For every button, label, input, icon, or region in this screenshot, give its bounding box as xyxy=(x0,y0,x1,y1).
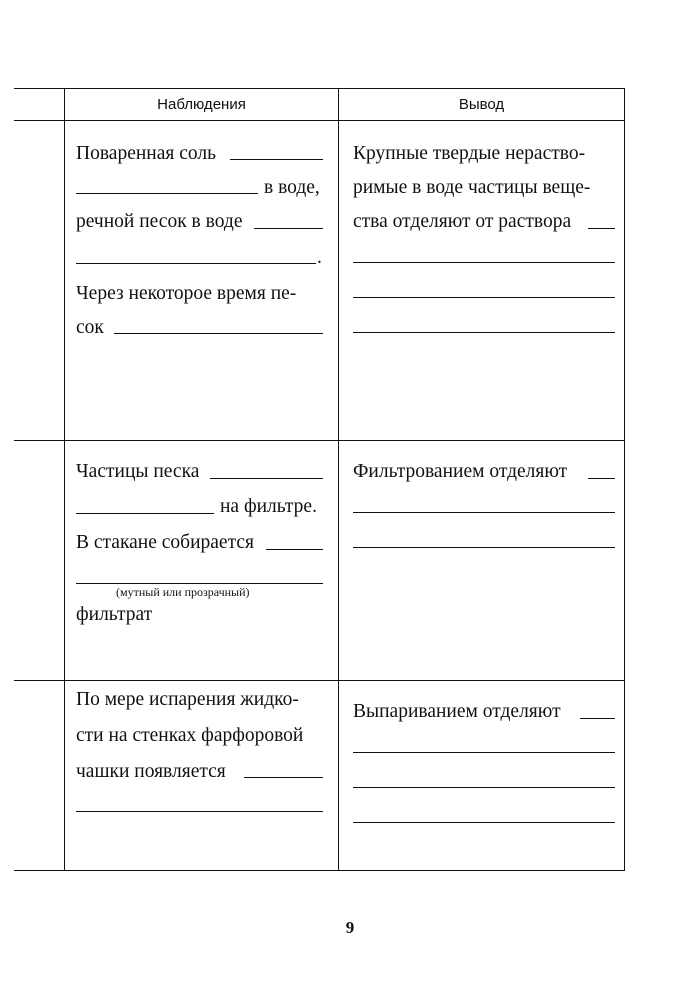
table-bottom-border xyxy=(14,870,625,871)
row1-concl-line2: римые в воде частицы веще- xyxy=(353,177,591,198)
header-conclusion: Вывод xyxy=(458,96,505,113)
row2-concl-blank3 xyxy=(353,547,615,548)
row1-obs-line2: в воде, xyxy=(264,177,320,198)
row1-concl-blank3 xyxy=(353,297,615,298)
row2-concl-blank1 xyxy=(588,478,615,479)
row2-obs-blank1 xyxy=(210,478,323,479)
column-divider-middle xyxy=(338,88,339,871)
header-bottom-border xyxy=(14,120,625,121)
row3-concl-blank1 xyxy=(580,718,615,719)
row2-concl-blank2 xyxy=(353,512,615,513)
row1-concl-blank1 xyxy=(588,228,615,229)
row3-concl-line1: Выпариванием отделяют xyxy=(353,701,561,722)
row3-obs-blank1 xyxy=(244,777,323,778)
row1-obs-line1: Поваренная соль xyxy=(76,143,216,164)
row2-obs-line2: на фильтре. xyxy=(220,496,317,517)
page-number: 9 xyxy=(345,918,355,937)
row3-concl-blank2 xyxy=(353,752,615,753)
table-top-border xyxy=(14,88,625,89)
row1-obs-blank4 xyxy=(76,263,316,264)
header-observations: Наблюдения xyxy=(157,96,246,113)
row2-obs-hint: (мутный или прозрачный) xyxy=(116,585,250,599)
row1-obs-blank2 xyxy=(76,193,258,194)
row1-obs-line4: . xyxy=(317,247,322,268)
row1-concl-line3: ства отделяют от раствора xyxy=(353,211,572,232)
column-divider-left xyxy=(64,88,65,871)
row1-obs-blank5 xyxy=(114,333,323,334)
row1-obs-blank3 xyxy=(254,228,323,229)
row1-obs-blank1 xyxy=(230,159,323,160)
row3-obs-line2: сти на стенках фарфоровой xyxy=(76,725,304,746)
row2-obs-line5: фильтрат xyxy=(76,604,153,625)
row-divider-2 xyxy=(14,680,625,681)
row3-concl-blank4 xyxy=(353,822,615,823)
row1-concl-blank2 xyxy=(353,262,615,263)
table-right-border xyxy=(624,88,625,871)
row2-concl-line1: Фильтрованием отделяют xyxy=(353,461,568,482)
row2-obs-blank3 xyxy=(266,549,323,550)
row1-obs-line3: речной песок в воде xyxy=(76,211,243,232)
row2-obs-blank4 xyxy=(76,583,323,584)
row1-concl-line1: Крупные твердые нераство- xyxy=(353,143,586,164)
row2-obs-blank2 xyxy=(76,513,214,514)
row1-obs-line6: сок xyxy=(76,317,104,338)
row3-concl-blank3 xyxy=(353,787,615,788)
row3-obs-line1: По мере испарения жидко- xyxy=(76,689,299,710)
row2-obs-line1: Частицы песка xyxy=(76,461,200,482)
row1-concl-blank4 xyxy=(353,332,615,333)
row1-obs-line5: Через некоторое время пе- xyxy=(76,283,297,304)
row3-obs-blank2 xyxy=(76,811,323,812)
row3-obs-line3: чашки появляется xyxy=(76,761,226,782)
row2-obs-line3: В стакане собирается xyxy=(76,532,254,553)
row-divider-1 xyxy=(14,440,625,441)
